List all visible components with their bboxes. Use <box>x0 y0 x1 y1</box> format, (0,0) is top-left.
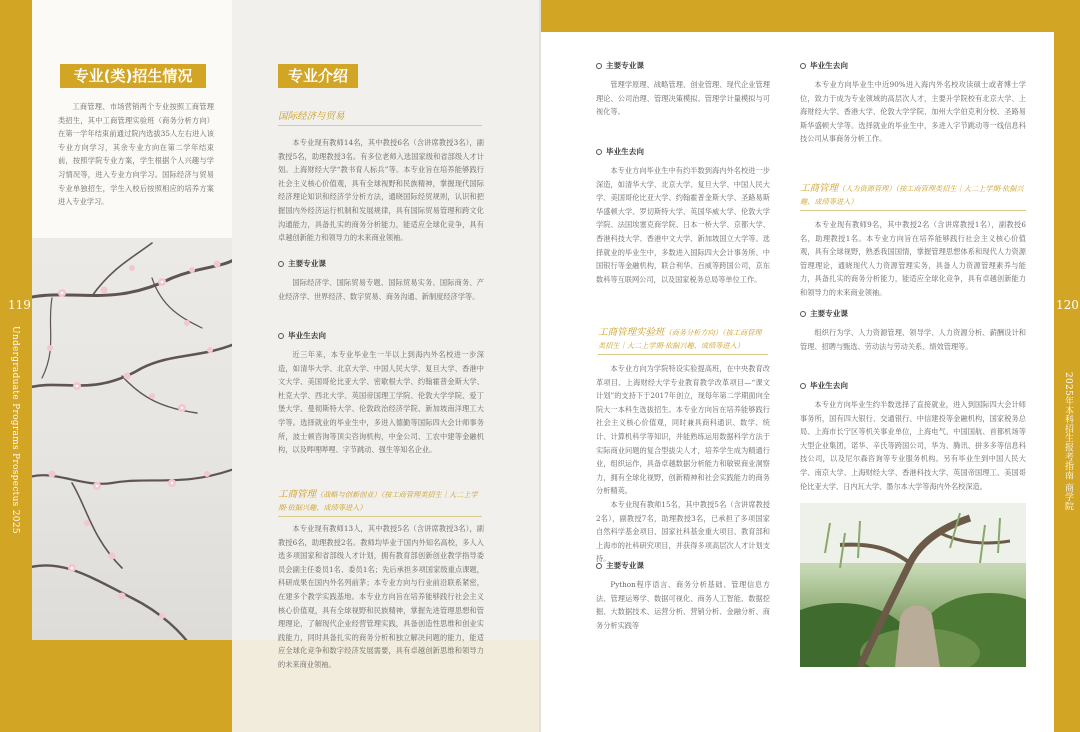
title-text: 工商管理实验班 <box>598 327 665 338</box>
label-text: 毕业生去向 <box>810 61 848 70</box>
label-text: 毕业生去向 <box>288 331 326 340</box>
hr-main-courses-text: 组织行为学、人力资源管理、领导学、人力资源分析、薪酬设计和管理、招聘与甄选、劳动法与劳动关系、绩效管理等。 <box>800 328 1026 351</box>
hr-text: 本专业现有教师9名，其中教授2名（含讲席教授1名），副教授6名，助理教授1名。本专业方向旨在培养能够践行社会主义核心价值观，具有全球视野，熟悉我国国情，掌握管理思想体系和现代人力资源管理理论，通晓现代人力资源管理实务，具备人力资源管理素养与能力，具备扎实的商务分析能力，能适应全球化竞争，具有卓越创新能力和领导力的未来商业领袖。 <box>800 220 1026 297</box>
exp-main-courses-label <box>596 560 644 571</box>
bullet-icon <box>278 333 284 339</box>
intl-main-courses <box>278 276 484 303</box>
exp-grad-text: 本专业方向毕业生中近90%进入海内外名校攻读硕士或者博士学位，致力于成为专业领域的高层次人才，主要升学院校有北京大学、上海财经大学、香港大学、伦敦大学学院、加州大学伯克利分校、圣路易斯华盛顿大学等。选择就业的毕业生中，多进入字节跳动等一线信息科技公司从事商务分析工作。 <box>800 80 1026 144</box>
spine-text-right: 2025年本科招生报考指南 商学院 <box>1063 372 1073 511</box>
bullet-icon <box>596 563 602 569</box>
title-tag: （人力资源管理）（按工商管理类招生｜大二上学期·依据兴趣、成绩等进入） <box>800 184 1024 206</box>
intl-main-courses-text: 国际经济学、国际贸易专题、国际贸易实务、国际商务、产业经济学、世界经济、数字贸易、商务沟通、新制度经济学等。 <box>278 278 484 301</box>
page-number-right: 120 <box>1056 298 1079 312</box>
mgmt-grad-text: 本专业方向毕业生中有约半数到海内外名校进一步深造，如清华大学、北京大学、复旦大学、中国人民大学、美国哥伦比亚大学、约翰霍普金斯大学、圣路易斯华盛顿大学、罗切斯特大学、英国华威大学、伦敦大学学院、法国埃塞克商学院、日本一桥大学、京都大学、香港科技大学、香港中文大学、新加坡国立大学等。选择就业的毕业生中，多数进入国际四大会计事务所、中国银行等金融机构，联合利华、百威等跨国公司，京东数科等互联网公司，以及国家税务总局等单位工作。 <box>596 166 770 284</box>
label-text: 毕业生去向 <box>606 147 644 156</box>
exp-class-title <box>598 326 768 355</box>
bullet-icon <box>278 261 284 267</box>
hr-grad-text: 本专业方向毕业生约半数选择了直接就业，进入到国际四大会计师事务所，国有四大银行、交通银行、中信建投等金融机构，国家税务总局、上海市长宁区等机关事业单位，上海电气、中国国航、首都机场等大型企业集团，诺华、辛氏等跨国公司，华为、腾讯、拼多多等信息科技公司，以及尼尔森咨询等专业服务机构。另有毕业生到中国人民大学、南京大学、上海财经大学、香港科技大学、英国帝国理工、美国哥伦比亚大学、日内瓦大学、墨尔本大学等海内外名校深造。 <box>800 400 1026 491</box>
enrollment-header: 专业(类)招生情况 <box>60 64 206 88</box>
ba-strategy-text: 本专业现有教师13人，其中教授5名（含讲席教授3名），副教授6名，助理教授2名。教师均毕业于国内外知名高校，多人入选多项国家和省部级人才计划，拥有教育部创新创业教学指导委员会副主任委员1名、委员1名；先后承担多项国家级重点课题，科研成果在国内外名列前茅；本专业方向与行业前沿联系紧密，在建多个教学实践基地。本专业方向旨在培养能够践行社会主义核心价值观，具有全球视野和民族精神，掌握先进管理思想和管理理论，了解现代企业经营管理实践，具备创造性思维和创业实践能力，同时具备扎实的商务分析和独立解决问题的能力，能适应全球化竞争和数字经济发展需要，具有卓越创新思维和领导力的未来商业领袖。 <box>278 524 484 669</box>
mgmt-grad <box>596 164 770 286</box>
title-text: 工商管理 <box>800 183 839 194</box>
intl-grad <box>278 348 484 457</box>
mgmt-main-courses-label <box>596 60 644 71</box>
page-number-left: 119 <box>8 298 31 312</box>
enrollment-paragraph <box>58 100 214 209</box>
label-text: 毕业生去向 <box>810 381 848 390</box>
exp-main-courses-text: Python程序语言、商务分析基础、管理信息方法、管理运筹学、数据可视化、商务人工智能、数据挖掘、大数据技术、运营分析、营销分析、金融分析、商务分析实践等 <box>596 580 770 630</box>
major-intro-header: 专业介绍 <box>278 64 358 88</box>
bullet-icon <box>596 63 602 69</box>
exp-grad-label <box>800 60 848 71</box>
bullet-icon <box>596 149 602 155</box>
mgmt-main-courses <box>596 78 770 119</box>
hr-intro <box>800 218 1026 300</box>
spine-text-left: Undergraduate Programs Prospectus 2025 <box>10 326 20 534</box>
title-text: 工商管理 <box>278 489 317 500</box>
intl-trade-intro <box>278 136 484 245</box>
hr-main-courses <box>800 326 1026 353</box>
ba-strategy-title <box>278 488 482 517</box>
hr-main-courses-label <box>800 308 848 319</box>
hr-title <box>800 182 1026 211</box>
label-text: 主要专业课 <box>288 259 326 268</box>
exp-class-text-2: 本专业现有教师15名，其中教授5名（含讲席教授2名），副教授7名，助理教授3名，已承担了多项国家自然科学基金项目、国家社科基金重大项目、教育部和上海市的社科研究项目，并获得多项高层次人才计划支持。 <box>596 499 770 564</box>
page-fold <box>539 0 541 732</box>
exp-grad <box>800 78 1026 146</box>
title-tag: （商务分析方向）（按工商管理类招生｜大二上学期·依据兴趣、成绩等进入） <box>598 328 762 350</box>
title-tag: （战略与创新创业）（按工商管理类招生｜大二上学期·依据兴趣、成绩等进入） <box>278 490 478 512</box>
right-spine-bar <box>1054 0 1080 732</box>
intl-trade-text: 本专业现有教师14名，其中教授6名（含讲席教授3名），副教授5名，助理教授3名。有多位老师入选国家级和省部级人才计划。上海财经大学“教书育人标兵”等。本专业旨在培养能够践行社会主义核心价值观，具有全球视野和民族精神，掌握现代国际经济理论知识和经济学分析方法，通晓国际经贸规则，认识和把握国内外经济运行机制和发展规律，具有国际贸易管理和跨文化沟通能力，具备扎实的商务分析能力，能适应全球化竞争，具有卓越创新能力和领导力的未来商业领袖。 <box>278 138 484 243</box>
bullet-icon <box>800 63 806 69</box>
bullet-icon <box>800 383 806 389</box>
label-text: 主要专业课 <box>606 61 644 70</box>
label-text: 主要专业课 <box>606 561 644 570</box>
exp-class-intro <box>596 362 770 566</box>
hr-grad <box>800 398 1026 493</box>
mgmt-main-courses-text: 管理学原理、战略管理、创业管理、现代企业管理理论、公司治理、管理决策模拟、管理学计量模拟与可视化等。 <box>596 80 770 117</box>
intl-grad-text: 近三年来，本专业毕业生一半以上到海内外名校进一步深造，如清华大学、北京大学、中国人民大学、复旦大学、香港中文大学、美国哥伦比亚大学、密歇根大学、约翰霍普金斯大学、杜克大学、西北大学、英国帝国理工学院、伦敦大学学院、爱丁堡大学、曼彻斯特大学、伦敦政治经济学院、新加坡南洋理工大学等。选择就业的毕业生中，多进入德勤等国际四大会计师事务所，波士顿咨询等顶尖咨询机构，中金公司、工农中建等金融机构，以及哔哩哔哩、字节跳动、强生等知名企业。 <box>278 350 484 455</box>
bullet-icon <box>800 311 806 317</box>
intl-main-courses-label <box>278 258 326 269</box>
plum-blossom-photo <box>32 238 232 640</box>
left-bottom-band <box>32 640 232 732</box>
intl-grad-label <box>278 330 326 341</box>
exp-class-text-1: 本专业方向为学院特设实验提高班，在中央教育改革项目、上海财经大学专业教育教学改革项目—“课文计划”的支持下于2017年创立，现每年第二学期面向全院大一本科生选拔招生。本专业方向旨在培养能够践行社会主义核心价值观，同时兼具商科通识、数学、统计、计算机科学等知识，并能熟练运用数据科学方法于实际商业问题的复合型拔尖人才，培养学生成为精通行业，组织运作，具备卓越数据分析能力和敏锐商业洞察力，拥有全球化视野，创新精神和社会实践能力的商务分析精英。 <box>596 364 770 496</box>
hr-grad-label <box>800 380 848 391</box>
label-text: 主要专业课 <box>810 309 848 318</box>
exp-main-courses <box>596 578 770 632</box>
intl-trade-title: 国际经济与贸易 <box>278 110 482 126</box>
enrollment-text: 工商管理、市场营销两个专业按照工商管理类招生，其中工商管理实验班（商务分析方向）在第一学年结束前通过院内选拔35人左右进入该专业方向学习，其余专业方向在第二学年结束前，按照学院专业方案，学生根据个人兴趣与学习情况等，进入专业方向学习。国际经济与贸易专业单独招生，学生入校后按照相应的培养方案进入专业学习。 <box>58 102 214 207</box>
right-top-bar <box>540 0 1054 32</box>
mgmt-grad-label <box>596 146 644 157</box>
ba-strategy-intro <box>278 522 484 672</box>
campus-tree-photo <box>800 503 1026 667</box>
